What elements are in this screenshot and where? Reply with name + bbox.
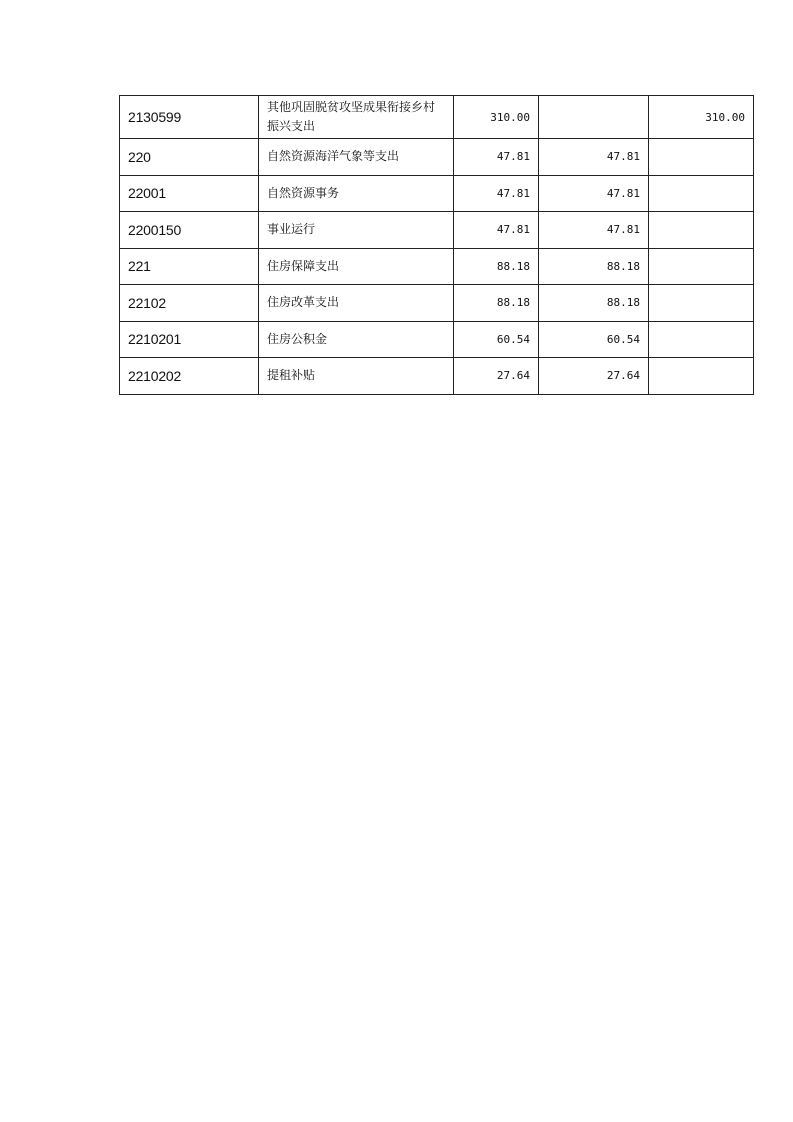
subject-name-cell: 自然资源事务 [259,175,454,212]
subject-name-cell: 住房改革支出 [259,285,454,322]
table-row [120,139,754,176]
subject-name-cell: 住房保障支出 [259,248,454,285]
basic-expenditure-cell: 47.81 [539,139,649,176]
basic-expenditure-cell: 88.18 [539,285,649,322]
project-expenditure-cell: 310.00 [649,96,754,139]
subject-name-cell: 提租补贴 [259,358,454,395]
project-expenditure-cell [649,175,754,212]
subject-name-cell: 其他巩固脱贫攻坚成果衔接乡村振兴支出 [259,96,454,139]
table-row [120,175,754,212]
total-amount-cell: 47.81 [454,212,539,249]
table-row [120,321,754,358]
total-amount-cell: 27.64 [454,358,539,395]
basic-expenditure-cell: 88.18 [539,248,649,285]
subject-code-cell: 22102 [120,285,259,322]
subject-code-cell: 2200150 [120,212,259,249]
subject-code-cell: 2210202 [120,358,259,395]
total-amount-cell: 88.18 [454,248,539,285]
project-expenditure-cell [649,212,754,249]
total-amount-cell: 310.00 [454,96,539,139]
basic-expenditure-cell [539,96,649,139]
subject-name-cell: 事业运行 [259,212,454,249]
budget-expenditure-table [119,95,754,395]
total-amount-cell: 60.54 [454,321,539,358]
total-amount-cell: 88.18 [454,285,539,322]
total-amount-cell: 47.81 [454,175,539,212]
project-expenditure-cell [649,285,754,322]
subject-name-cell: 住房公积金 [259,321,454,358]
table-row [120,212,754,249]
subject-code-cell: 2130599 [120,96,259,139]
table-row [120,96,754,139]
project-expenditure-cell [649,139,754,176]
basic-expenditure-cell: 27.64 [539,358,649,395]
basic-expenditure-cell: 47.81 [539,175,649,212]
project-expenditure-cell [649,358,754,395]
table-row [120,248,754,285]
basic-expenditure-cell: 47.81 [539,212,649,249]
table-body [120,96,754,395]
project-expenditure-cell [649,321,754,358]
subject-code-cell: 221 [120,248,259,285]
subject-name-cell: 自然资源海洋气象等支出 [259,139,454,176]
total-amount-cell: 47.81 [454,139,539,176]
table-row [120,285,754,322]
subject-code-cell: 2210201 [120,321,259,358]
project-expenditure-cell [649,248,754,285]
basic-expenditure-cell: 60.54 [539,321,649,358]
subject-code-cell: 220 [120,139,259,176]
subject-code-cell: 22001 [120,175,259,212]
table-row [120,358,754,395]
